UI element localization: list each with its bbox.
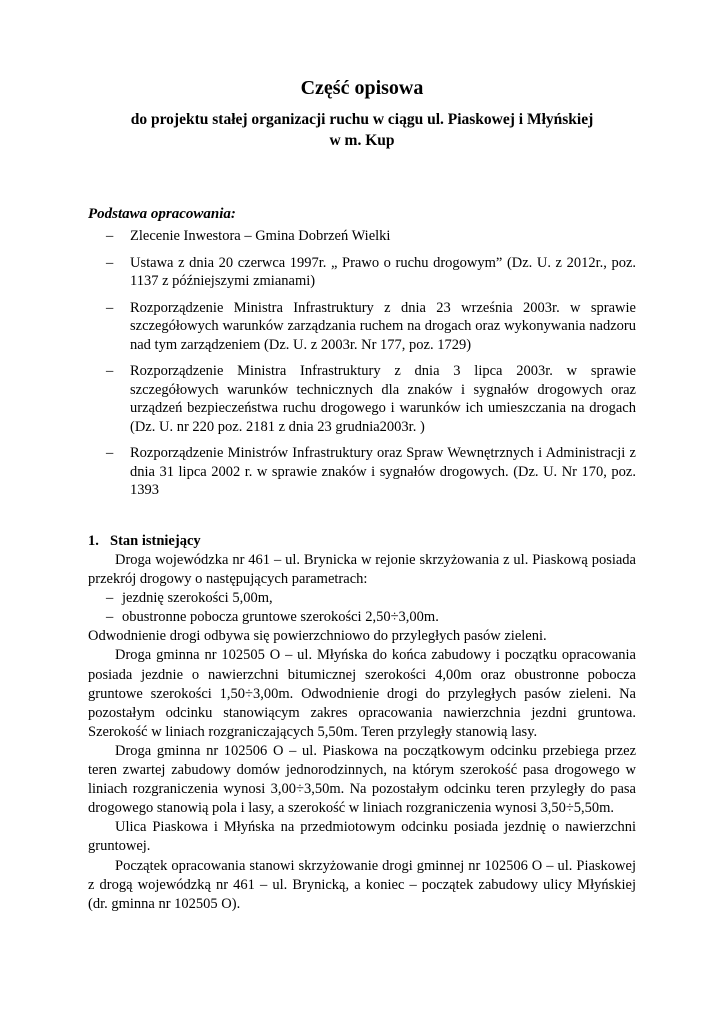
parameter-item <box>88 589 636 608</box>
basis-item-text: Rozporządzenie Ministra Infrastruktury z dnia 23 września 2003r. w sprawie szczegółowych warunków zarządzania ruchem na drogach oraz wykonywania nadzoru nad tym zarządzeniem (Dz. U. z 2003r. Nr 177, poz. 1729) <box>130 299 636 353</box>
document-subtitle <box>90 109 634 151</box>
basis-item <box>88 227 636 246</box>
paragraph: Początek opracowania stanowi skrzyżowanie drogi gminnej nr 102506 O – ul. Piaskowej z drogą wojewódzką nr 461 – ul. Brynicką, a koniec – początek zabudowy ulicy Młyńskiej (dr. gminna nr 102505 O). <box>88 857 636 912</box>
paragraph: Droga wojewódzka nr 461 – ul. Brynicka w rejonie skrzyżowania z ul. Piaskową posiada przekrój drogowy o następujących parametrach: <box>88 552 636 588</box>
basis-item <box>88 444 636 500</box>
subtitle-line-2: w m. Kup <box>329 132 395 149</box>
document-title: Część opisowa <box>300 77 424 99</box>
basis-item <box>88 254 636 291</box>
basis-heading: Podstawa opracowania: <box>88 206 236 222</box>
section-number: 1. <box>88 533 99 549</box>
dash-bullet: – <box>106 590 114 607</box>
paragraph: Droga gminna nr 102505 O – ul. Młyńska do końca zabudowy i początku opracowania posiada jezdnie o nawierzchni bitumicznej szerokości 4,00m oraz obustronne pobocza gruntowe szerokości 1,50÷3,00m. Odwodnienie drogi do przyległych pasów zieleni. Na pozostałym odcinku stanowiącym zakres opracowania nawierzchnia jezdni gruntowa. Szerokość w liniach rozgraniczających 5,50m. Teren przyległy stanowią lasy. <box>88 647 636 740</box>
basis-item <box>88 362 636 436</box>
dash-bullet: – <box>106 445 114 461</box>
dash-bullet: – <box>106 299 114 316</box>
basis-item-text: Rozporządzenie Ministrów Infrastruktury oraz Spraw Wewnętrznych i Administracji z dnia 31 lipca 2002 r. w sprawie znaków i sygnałów drogowych. (Dz. U. Nr 170, poz. 1393 <box>130 445 636 498</box>
dash-bullet: – <box>106 254 114 271</box>
parameter-text: obustronne pobocza gruntowe szerokości 2,50÷3,00m. <box>122 609 439 626</box>
section-title: Stan istniejący <box>110 533 201 549</box>
parameter-item <box>88 608 636 627</box>
dash-bullet: – <box>106 228 114 244</box>
basis-item <box>88 299 636 355</box>
paragraph: Ulica Piaskowa i Młyńska na przedmiotowym odcinku posiada jezdnię o nawierzchni gruntowej. <box>88 819 636 855</box>
subtitle-line-1: do projektu stałej organizacji ruchu w ciągu ul. Piaskowej i Młyńskiej <box>130 111 594 128</box>
section-existing-state <box>88 532 636 914</box>
dash-bullet: – <box>106 609 114 626</box>
basis-item-text: Ustawa z dnia 20 czerwca 1997r. „ Prawo o ruchu drogowym” (Dz. U. z 2012r., poz. 1137 z późniejszymi zmianami) <box>130 254 636 289</box>
paragraph: Odwodnienie drogi odbywa się powierzchniowo do przyległych pasów zieleni. <box>88 628 547 645</box>
paragraph: Droga gminna nr 102506 O – ul. Piaskowa na początkowym odcinku przebiega przez teren zwartej zabudowy domów jednorodzinnych, na którym szerokość pasa drogowego w liniach rozgraniczenia wynosi 3,00÷3,50m. Na pozostałym odcinku teren przyległy do pasa drogowego stanowią pola i lasy, a szerokość w liniach rozgraniczenia wynosi 3,50÷5,50m. <box>88 742 636 817</box>
basis-item-text: Rozporządzenie Ministra Infrastruktury z dnia 3 lipca 2003r. w sprawie szczegółowych warunków technicznych dla znaków i sygnałów drogowych oraz urządzeń bezpieczeństwa ruchu drogowego i warunków ich umieszczania na drogach (Dz. U. nr 220 poz. 2181 z dnia 23 grudnia2003r. ) <box>130 363 636 435</box>
parameter-text: jezdnię szerokości 5,00m, <box>122 590 273 607</box>
basis-item-text: Zlecenie Inwestora – Gmina Dobrzeń Wielki <box>130 228 391 244</box>
dash-bullet: – <box>106 363 114 379</box>
section-heading <box>88 532 636 551</box>
basis-list <box>88 227 636 508</box>
parameters-list <box>88 589 636 627</box>
